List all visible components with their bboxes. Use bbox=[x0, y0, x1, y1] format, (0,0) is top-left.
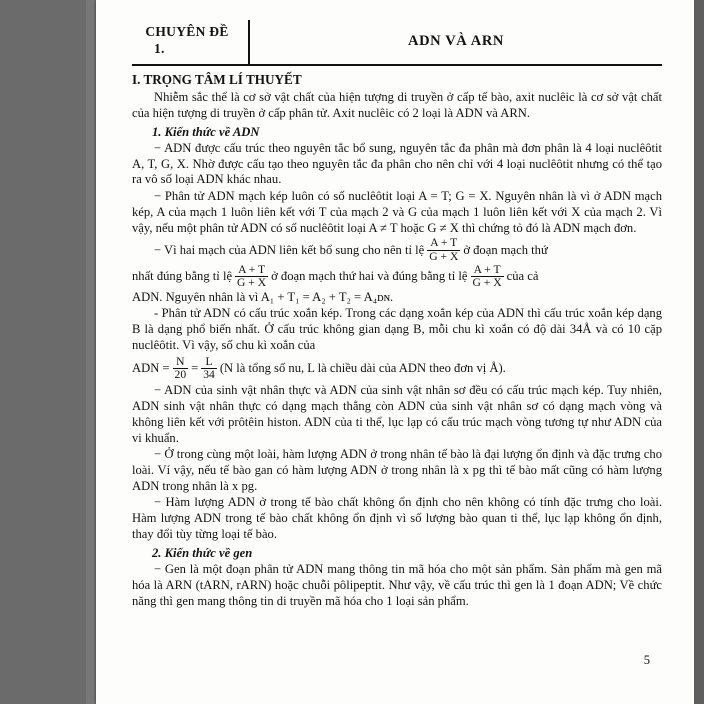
fraction-numerator: L bbox=[205, 355, 213, 368]
fraction-numerator: N bbox=[176, 355, 185, 368]
fraction-denominator: G + X bbox=[472, 275, 502, 289]
paragraph-adn-9: − Hàm lượng ADN ở trong tế bào chất không ổn định cho nên không có tính đặc trưng cho loài. Hàm lượng ADN trong tế bào chất không ổn định vì số lượng bào quan ti thể, lục lạp không ổn định, thay đổi tùy từng loại tế bào. bbox=[132, 495, 662, 542]
paragraph-adn-6: - Phân tử ADN có cấu trúc xoắn kép. Trong các dạng xoắn kép của ADN thì cấu trúc xoắn kép dạng B là dạng phổ biến nhất. Ở cấu trúc không gian dạng B, mỗi chu kì xoắn có độ dài 34Å và có 10 cặp nuclêôtit. Vì vậy, số chu kì xoắn của bbox=[132, 306, 662, 353]
fraction-denominator: G + X bbox=[237, 275, 267, 289]
subsection-title-2: 2. Kiến thức về gen bbox=[152, 545, 253, 560]
fraction-n-20 bbox=[173, 356, 189, 381]
chapter-label-block bbox=[132, 20, 242, 66]
equation-chu-ki-xoan bbox=[132, 356, 662, 381]
paragraph-adn-5: ADN. Nguyên nhân là vì A₁ + T₁ = A₂ + T₂ = A₄ᴅɴ. bbox=[132, 290, 394, 305]
fraction-numerator: A + T bbox=[473, 262, 501, 276]
subsection-title-1: 1. Kiến thức về ADN bbox=[152, 124, 260, 139]
paragraph-adn-3-line-1 bbox=[132, 237, 662, 262]
paragraph-adn-3-text-a: − Vì hai mạch của ADN liên kết bổ sung cho nên tỉ lệ bbox=[154, 242, 425, 257]
paragraph-adn-2: − Phân tử ADN mạch kép luôn có số nuclêôtit loại A = T; G = X. Nguyên nhân là vì ở ADN mạch kép, A của mạch 1 luôn liên kết với T của mạch 2 và G của mạch 1 luôn liên kết với X của mạch 2. Vì vậy, nếu một phân tử ADN có số nuclêôtit loại A ≠ T hoặc G ≠ X thì chứng tỏ đó là ADN mạch đơn. bbox=[132, 188, 662, 235]
fraction-at-gx-3 bbox=[471, 264, 504, 289]
paragraph-adn-4-text-a: nhất đúng bằng tỉ lệ bbox=[132, 269, 233, 284]
left-gutter bbox=[0, 0, 96, 704]
equation-prefix: ADN = bbox=[132, 361, 170, 376]
paragraph-adn-4-text-c: của cả bbox=[506, 269, 539, 284]
chapter-title: ADN VÀ ARN bbox=[408, 32, 504, 49]
fraction-numerator: A + T bbox=[430, 236, 458, 250]
fraction-at-gx-2 bbox=[235, 264, 268, 289]
left-gutter-strip bbox=[86, 0, 96, 704]
equation-equals: = bbox=[191, 361, 199, 376]
paragraph-adn-1: − ADN được cấu trúc theo nguyên tắc bổ sung, nguyên tắc đa phân mà đơn phân là 4 loại nuclêôtit A, T, G, X. Nhờ được cấu tạo theo nguyên tắc đa phân cho nên chỉ với 4 loại nuclêôtit nhưng có thể tạo ra vô số loại ADN khác nhau. bbox=[132, 140, 662, 187]
paragraph-adn-3-line-2 bbox=[132, 264, 662, 289]
fraction-denominator: G + X bbox=[429, 249, 459, 263]
page-content bbox=[132, 20, 662, 684]
paragraph-intro: Nhiễm sắc thể là cơ sở vật chất của hiện tượng di truyền ở cấp tế bào, axit nuclêic là cơ sở vật chất của hiện tượng di truyền ở cấp phân tử. Axit nuclêic có 2 loại là ADN và ARN. bbox=[132, 90, 662, 120]
equation-suffix: (N là tổng số nu, L là chiều dài của ADN theo đơn vị Å). bbox=[219, 361, 506, 376]
paragraph-gen-1: − Gen là một đoạn phân tử ADN mang thông tin mã hóa cho một sản phẩm. Sản phẩm mà gen mã hóa là ARN (tARN, rARN) hoặc chuỗi pôlipeptit. Như vậy, về cấu trúc thì gen là 1 đoạn ADN; Về chức năng thì gen mang thông tin di truyền mã hóa cho 1 loại sản phẩm. bbox=[132, 561, 662, 608]
section-title: I. TRỌNG TÂM LÍ THUYẾT bbox=[132, 72, 302, 87]
paragraph-adn-4-text-b: ở đoạn mạch thứ hai và đúng bằng tỉ lệ bbox=[271, 269, 468, 284]
paragraph-adn-7: − ADN của sinh vật nhân thực và ADN của sinh vật nhân sơ đều có cấu trúc mạch kép. Tuy nhiên, ADN sinh vật nhân thực có dạng mạch thẳng còn ADN của sinh vật nhân sơ có dạng mạch vòng và không liên kết với prôtêin histon. ADN của ti thể, lục lạp có cấu trúc mạch vòng tương tự như ADN của vi khuẩn. bbox=[132, 383, 662, 445]
chapter-label: CHUYÊN ĐỀ bbox=[145, 24, 229, 39]
chapter-number: 1. bbox=[154, 40, 165, 56]
chapter-header bbox=[132, 20, 662, 66]
fraction-l-34 bbox=[201, 356, 217, 381]
fraction-denominator: 20 bbox=[174, 368, 187, 382]
right-gutter bbox=[694, 0, 704, 704]
document-page bbox=[96, 0, 694, 704]
paragraph-adn-3-text-b: ở đoạn mạch thứ bbox=[463, 242, 548, 257]
fraction-at-gx-1 bbox=[427, 237, 460, 262]
page-number: 5 bbox=[643, 653, 650, 667]
fraction-denominator: 34 bbox=[203, 368, 215, 382]
paragraph-adn-8: − Ở trong cùng một loài, hàm lượng ADN ở trong nhân tế bào là đại lượng ổn định và đặc trưng cho loài. Ví vậy, nếu tế bào gan có hàm lượng ADN ở trong nhân là x pg thì tế bào mất cũng có hàm lượng ADN trong nhân là x pg. bbox=[132, 447, 662, 493]
fraction-numerator: A + T bbox=[238, 262, 266, 276]
